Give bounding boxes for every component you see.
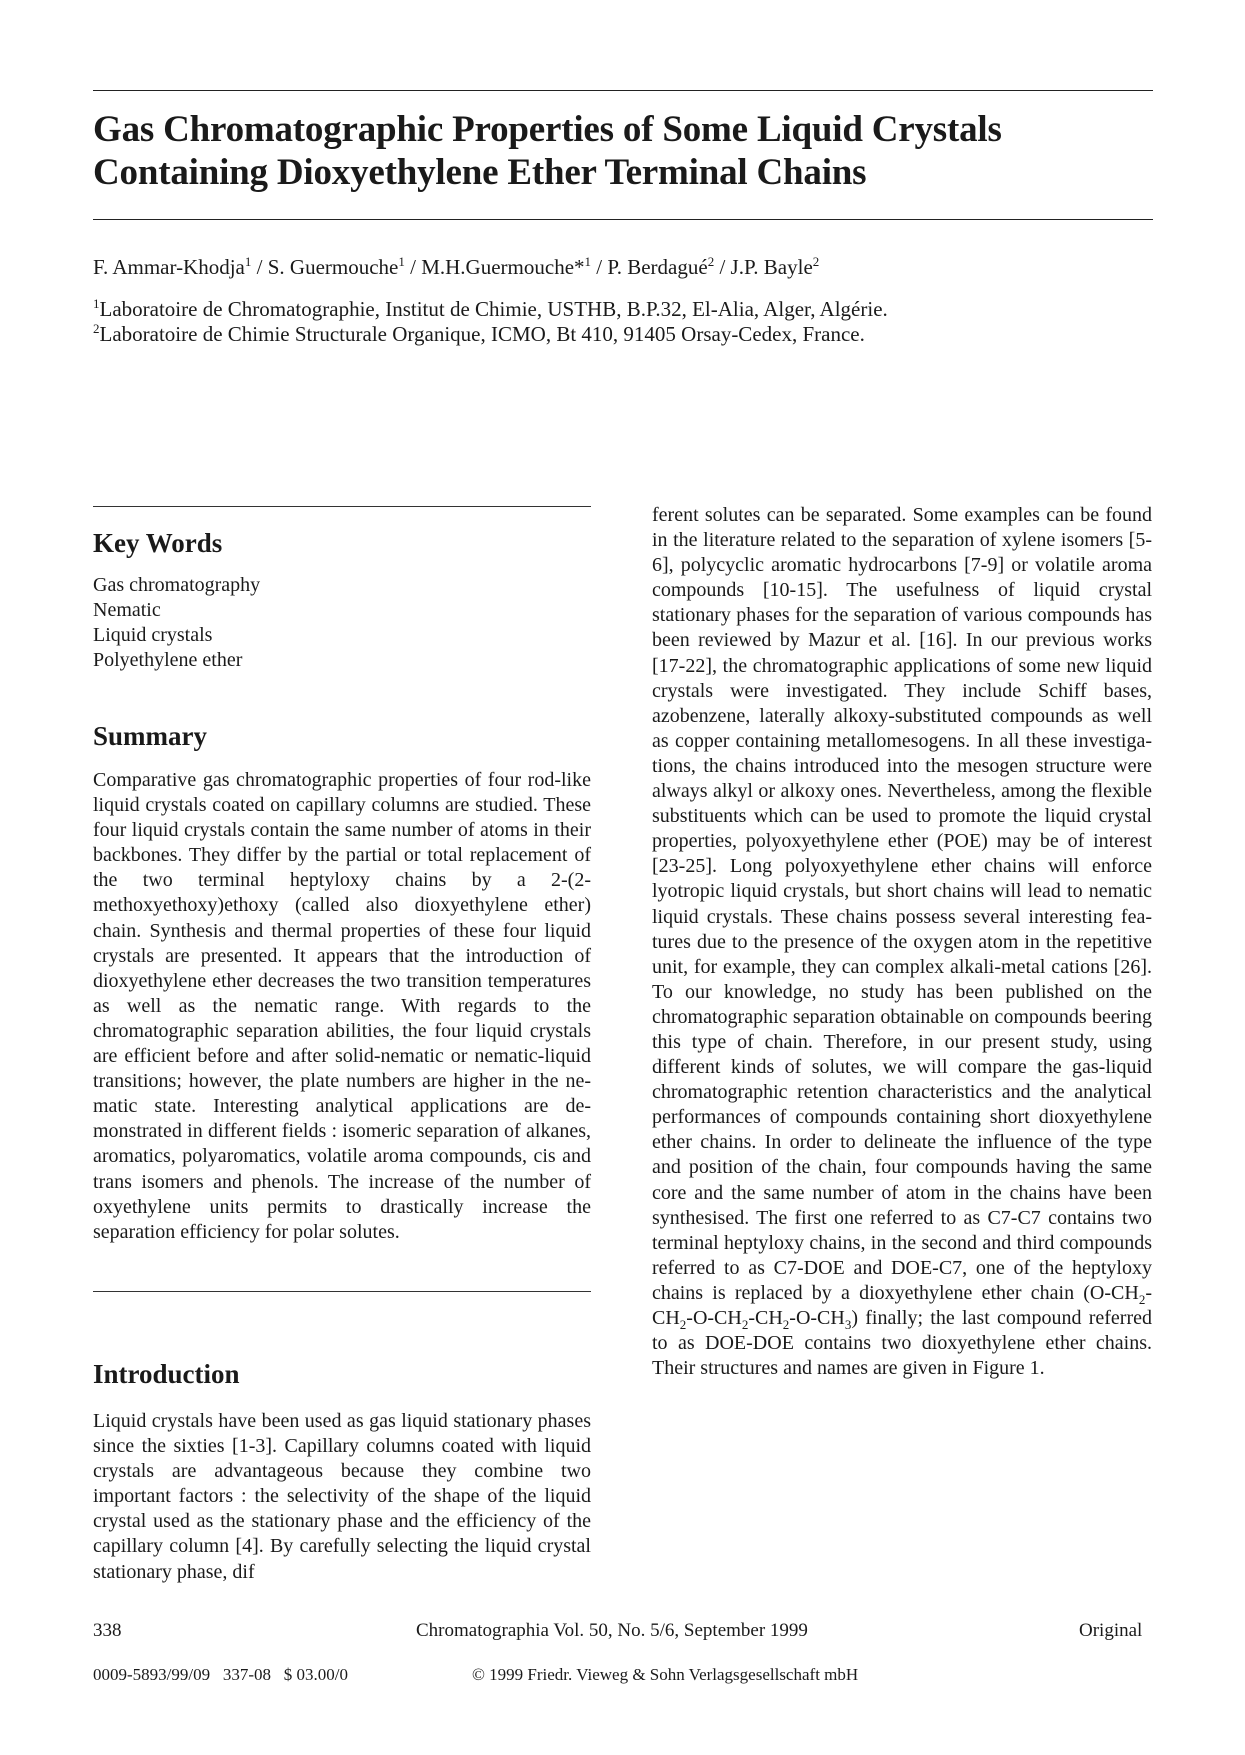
formula-text: -O-CH: [686, 1307, 742, 1329]
summary-bottom-rule: [93, 1291, 591, 1292]
paper-title: [93, 108, 1153, 194]
issn-code: 0009-5893/99/09 337-08 $ 03.00/0: [93, 1665, 348, 1684]
formula-subscript: 2: [1138, 1291, 1146, 1307]
formula-text: -O-CH: [789, 1307, 845, 1329]
keyword-item: Liquid crystals: [93, 624, 213, 646]
affiliation-1: [93, 296, 1153, 322]
title-bottom-rule: [93, 219, 1153, 220]
keyword-item: Nematic: [93, 599, 161, 621]
author: M.H.Guermouche*: [421, 255, 585, 279]
introduction-paragraph-left: Liquid crystals have been used as gas liquid stationary phases since the sixties [1-3]. Capillary columns coated with liquid crystals are advantageous because they combine two important factors : the selectivity of the shape of the liquid crystal used as the stationary phase and the efficiency of the capillary column [4]. By carefully selecting the liquid crystal stationary phase, dif: [93, 1410, 591, 1583]
formula-subscript: 2: [741, 1317, 749, 1332]
affiliation-marker: 2: [707, 254, 715, 269]
affiliation-marker: 1: [398, 254, 405, 269]
affiliation-marker: 2: [93, 321, 100, 336]
author-separator: /: [714, 255, 731, 279]
keywords-heading: Key Words: [93, 528, 223, 558]
formula-text: -CH: [748, 1307, 783, 1329]
introduction-heading: Introduction: [93, 1359, 240, 1389]
section-label: Original: [1079, 1620, 1143, 1641]
keyword-item: Polyethylene ether: [93, 649, 243, 671]
formula-subscript: 2: [782, 1317, 790, 1332]
formula-subscript: 2: [679, 1317, 687, 1332]
keywords-top-rule: [93, 506, 591, 507]
affiliation-text: Laboratoire de Chimie Structurale Organique, ICMO, Bt 410, 91405 Orsay-Cedex, France.: [99, 322, 865, 346]
keyword-item: Gas chromatography: [93, 574, 261, 596]
author: S. Guermouche: [267, 255, 399, 279]
author: F. Ammar-Khodja: [93, 255, 245, 279]
affiliation-marker: 1: [93, 296, 100, 311]
author-separator: /: [404, 255, 422, 279]
copyright-notice: © 1999 Friedr. Vieweg & Sohn Verlagsgesellschaft mbH: [472, 1665, 859, 1684]
affiliation-marker: 1: [244, 254, 252, 269]
author: P. Berdagué: [607, 255, 708, 279]
introduction-text: ) finally; the last compound referred to as DOE-DOE contains two dioxyethylene ether chains. Their structures and names are given in Figure 1.: [652, 1307, 1152, 1380]
author-list: [93, 254, 1153, 280]
top-rule: [93, 90, 1153, 91]
affiliation-marker: 1: [584, 254, 592, 269]
summary-heading: Summary: [93, 721, 207, 751]
author-separator: /: [251, 255, 268, 279]
page-number: 338: [93, 1620, 122, 1641]
title-line-2: Containing Dioxyethylene Ether Terminal Chains: [93, 152, 867, 193]
keyword-list: [93, 573, 260, 673]
summary-paragraph: Comparative gas chromatographic properties of four rod-like liquid crystals coated on capillary columns are studied. These four liquid crystals contain the same number of atoms in their backbones. They differ by the partial or total replacement of the two terminal heptyloxy chains by a 2-(2-methoxyethoxy)ethoxy (called also dioxyethylene ether) chain. Synthesis and thermal properties of these four liquid crystals are presented. It appears that the introduction of dioxyethylene ether decreases the two transition temperatures as well as the nematic range. With regards to the chromatographic separation abilities, the four liquid crystals are efficient before and after solid-nematic or nematic-liquid transitions; however, the plate numbers are higher in the nematic state. Interesting analytical applications are demonstrated in different fields : isomeric separation of alkanes, aromatics, polyaromatics, volatile aroma compounds, cis and trans isomers and phenols. The increase of the number of oxyethylene units permits to drastically increase the separation efficiency for polar solutes.: [93, 769, 591, 1243]
title-line-1: Gas Chromatographic Properties of Some Liquid Crystals: [93, 109, 1002, 150]
introduction-text: ferent solutes can be separated. Some examples can be found in the literature related to the separation of xylene isomers [5-6], polycyclic aromatic hydrocarbons [7-9] or volatile aroma compounds [10-15]. The usefulness of liquid crystal stationary phases for the separation of various compounds has been reviewed by Mazur et al. [16]. In our previous works [17-22], the chromatographic applications of some new liquid crystals were investigated. They include Schiff bases, azobenzene, laterally alkoxy-substituted compounds as well as copper containing metallomesogens. In all these investigations, the chains introduced into the mesogen structure were always alkyl or alkoxy ones. Nevertheless, among the flexible substituents which can be used to promote the liquid crystal properties, polyoxyethylene ether (POE) may be of interest [23-25]. Long polyoxyethylene ether chains will enforce lyotropic liquid crystals, but short chains will lead to nematic liquid crystals. These chains possess several interesting features due to the presence of the oxygen atom in the repetitive unit, for example, they can complex alkali-metal cations [26]. To our knowledge, no study has been published on the chromatographic separation obtainable on compounds beering this type of chain. Therefore, in our present study, using different kinds of solutes, we will compare the gas-liquid chromatographic retention characteristics and the analytical performances of compounds containing short dioxyethylene ether chains. In order to delineate the influence of the type and position of the chain, four compounds having the same core and the same number of atom in the chains have been synthesised. The first one referred to as C7-C7 contains two terminal heptyloxy chains, in the second and third compounds referred to as C7-DOE and DOE-C7, one of the heptyloxy chains is replaced by a dioxyethylene ether chain (O-CH: [652, 504, 1152, 1304]
journal-citation: Chromatographia Vol. 50, No. 5/6, September 1999: [416, 1620, 808, 1641]
affiliation-2: [93, 321, 1153, 347]
affiliation-text: Laboratoire de Chromatographie, Institut de Chimie, USTHB, B.P.32, El-Alia, Alger, Algérie.: [99, 297, 888, 321]
introduction-paragraph-right: [652, 503, 1152, 1381]
author-separator: /: [591, 255, 608, 279]
formula-text: -CH: [652, 1281, 1152, 1329]
affiliation-marker: 2: [812, 254, 820, 269]
formula-subscript: 3: [844, 1317, 852, 1332]
author: J.P. Bayle: [730, 255, 813, 279]
